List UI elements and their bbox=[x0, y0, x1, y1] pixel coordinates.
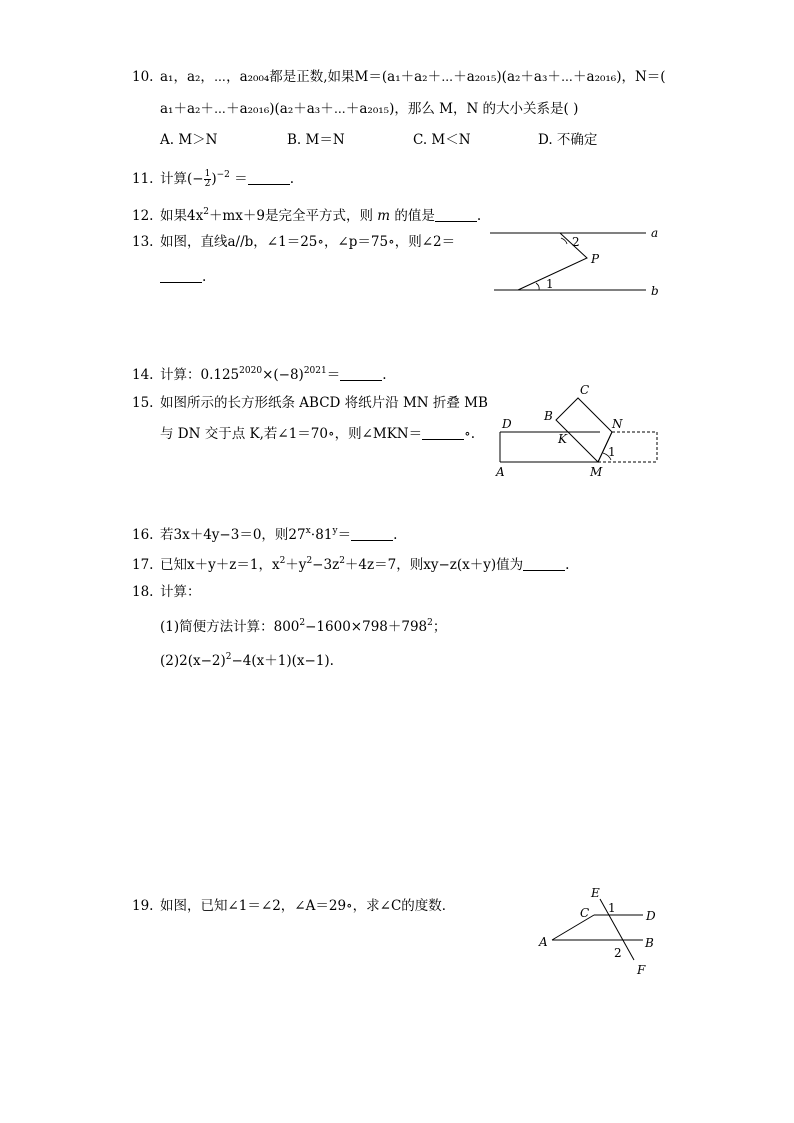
q17-m2: −3z bbox=[312, 557, 340, 573]
q16-end: . bbox=[393, 527, 398, 543]
q12-var: m bbox=[377, 208, 391, 224]
q18-title: 计算： bbox=[160, 584, 201, 600]
q10-option-d: D. 不确定 bbox=[538, 132, 598, 148]
q19-label-e: E bbox=[591, 886, 600, 900]
q15-label-b: B bbox=[544, 409, 553, 423]
q14-eq: ＝ bbox=[326, 367, 341, 383]
q10-number: 10. bbox=[132, 69, 154, 85]
q19-text: 如图，已知∠1＝∠2，∠A＝29∘，求∠C的度数． bbox=[160, 898, 456, 914]
q14-exp2: 2021 bbox=[303, 366, 327, 376]
q17-end: . bbox=[565, 557, 570, 573]
q18-p1-mid: −1600×798＋798 bbox=[305, 619, 428, 635]
q13-text: 如图，直线a//b，∠1＝25∘，∠p＝75∘，则∠2＝ bbox=[160, 234, 456, 250]
q16-pre: 若3x＋4y−3＝0，则27 bbox=[160, 527, 306, 543]
q15-text-line2: 与 DN 交于点 K,若∠1＝70∘，则∠MKN＝ bbox=[160, 426, 423, 442]
q11-pre: 计算(− bbox=[160, 171, 204, 187]
q13-label-2: 2 bbox=[572, 235, 580, 249]
q16-number: 16. bbox=[132, 527, 154, 543]
q17-e1: 2 bbox=[279, 556, 286, 566]
q18-number: 18. bbox=[132, 584, 154, 600]
q19-label-c: C bbox=[580, 906, 590, 920]
q13-label-b: b bbox=[651, 284, 659, 298]
q16-exp2: y bbox=[332, 526, 338, 536]
q17-pre: 已知x＋y＋z＝1，x bbox=[160, 557, 280, 573]
q18-p1-end: ； bbox=[432, 619, 447, 635]
q11-eq: ＝ bbox=[229, 171, 248, 187]
q14-mid: ×(−8) bbox=[262, 367, 304, 383]
q16-mid: ⋅81 bbox=[310, 527, 333, 543]
q19-label-1: 1 bbox=[608, 901, 616, 915]
q10-option-b: B. M＝N bbox=[287, 132, 345, 148]
q11-end: . bbox=[289, 171, 294, 187]
q19-number: 19. bbox=[132, 898, 154, 914]
q14-number: 14. bbox=[132, 367, 154, 383]
q14-end: . bbox=[382, 367, 387, 383]
q15-label-m: M bbox=[590, 465, 603, 479]
q15-text-line1: 如图所示的长方形纸条 ABCD 将纸片沿 MN 折叠 MB bbox=[160, 395, 488, 411]
q14-exp1: 2020 bbox=[239, 366, 263, 376]
q13-label-1: 1 bbox=[546, 277, 554, 291]
q19-label-f: F bbox=[637, 963, 646, 977]
q15-label-n: N bbox=[612, 417, 623, 431]
q16-exp1: x bbox=[305, 526, 311, 536]
q19-label-a: A bbox=[539, 935, 548, 949]
q12-number: 12. bbox=[132, 208, 154, 224]
q11-exponent: −2 bbox=[216, 170, 230, 180]
q10-text-line1: a₁，a₂，⋯，a₂₀₀₄都是正数,如果M＝(a₁＋a₂＋⋯＋a₂₀₁₅)(a₂＋a₃＋⋯＋a₂₀₁₆)，N＝( bbox=[160, 69, 666, 85]
q12-post: 的值是 bbox=[394, 208, 435, 224]
q15-label-k: K bbox=[558, 432, 567, 446]
q18-p2-e: 2 bbox=[225, 652, 232, 662]
q15-label-d: D bbox=[502, 417, 512, 431]
q19-label-2: 2 bbox=[614, 946, 622, 960]
q15-number: 15. bbox=[132, 395, 154, 411]
q10-option-c: C. M＜N bbox=[413, 132, 471, 148]
q17-m1: ＋y bbox=[285, 557, 307, 573]
q11-frac-numerator: 1 bbox=[204, 169, 211, 179]
q18-p1-e1: 2 bbox=[299, 618, 306, 628]
q15-label-c: C bbox=[580, 383, 590, 397]
q14-pre: 计算：0.125 bbox=[160, 367, 240, 383]
q17-e2: 2 bbox=[306, 556, 313, 566]
q12-pre: 如果4x bbox=[160, 208, 204, 224]
q19-label-d: D bbox=[646, 909, 656, 923]
q18-p1-pre: (1)简便方法计算：800 bbox=[160, 619, 300, 635]
q10-line2: a₁＋a₂＋⋯＋a₂₀₁₆)(a₂＋a₃＋⋯＋a₂₀₁₅)，那么 M，N 的大小关系是( ) bbox=[160, 101, 579, 117]
q17-m3: ＋4z＝7，则xy−z(x＋y)值为 bbox=[344, 557, 524, 573]
q19-label-b: B bbox=[645, 936, 654, 950]
q16-eq: ＝ bbox=[337, 527, 352, 543]
q18-p2-pre: (2)2(x−2) bbox=[160, 653, 226, 669]
q13-label-a: a bbox=[651, 226, 659, 240]
q11-frac-denominator: 2 bbox=[204, 179, 211, 189]
q18-p2-end: −4(x＋1)(x−1). bbox=[231, 653, 334, 669]
q13-label-p: P bbox=[591, 252, 600, 266]
q18-p1-e2: 2 bbox=[427, 618, 433, 628]
q11-number: 11. bbox=[132, 171, 154, 187]
q17-e3: 2 bbox=[339, 556, 345, 566]
q13-end: . bbox=[202, 269, 207, 285]
q12-exponent: 2 bbox=[203, 207, 209, 217]
q15-label-1: 1 bbox=[608, 445, 616, 459]
q12-end: . bbox=[476, 208, 482, 224]
q12-mid: ＋mx＋9是完全平方式，则 bbox=[208, 208, 373, 224]
q13-number: 13. bbox=[132, 234, 154, 250]
q17-number: 17. bbox=[132, 557, 154, 573]
q10-option-a: A. M＞N bbox=[160, 132, 218, 148]
q11-post: ) bbox=[211, 171, 217, 187]
q15-end: ∘. bbox=[464, 426, 476, 442]
q15-label-a: A bbox=[496, 465, 505, 479]
